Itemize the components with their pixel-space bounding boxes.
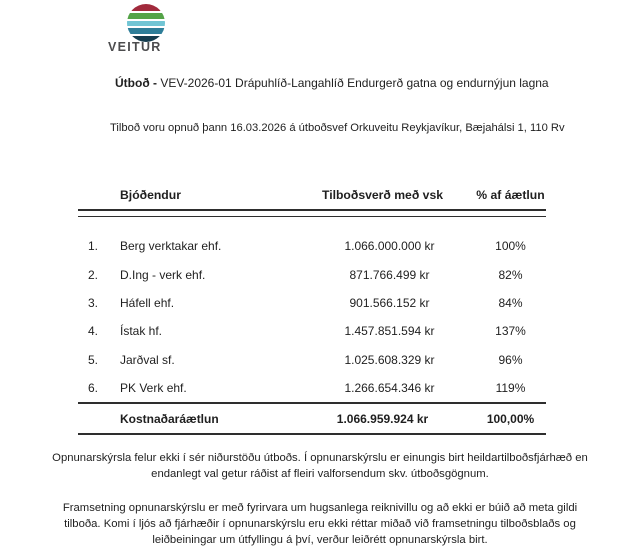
bid-table-row bbox=[78, 374, 546, 402]
bid-percent: 137% bbox=[495, 324, 526, 339]
opening-info-line: Tilboð voru opnuð þann 16.03.2026 á útboðsvef Orkuveitu Reykjavíkur, Bæjahálsi 1, 110 Rv bbox=[110, 122, 565, 134]
document-title-text: VEV-2026-01 Drápuhlíð-Langahlíð Endurgerð gatna og endurnýjun lagna bbox=[156, 76, 549, 90]
bid-table-row bbox=[78, 317, 546, 345]
bid-table-row bbox=[78, 289, 546, 317]
row-number: 2. bbox=[88, 267, 99, 282]
bidder-name: Jarðval sf. bbox=[120, 352, 175, 367]
row-number: 3. bbox=[88, 295, 99, 310]
table-bottom-rule bbox=[78, 433, 546, 435]
disclaimer-2-line-1: Framsetning opnunarskýrslu er með fyrirvara um hugsanlega reiknivillu og að ekki er búið að meta gildi bbox=[62, 502, 578, 514]
row-number: 6. bbox=[88, 381, 99, 396]
disclaimer-2-line-3: leiðbeiningar um útfyllingu á því, verður leiðrétt opnunarskýrsla birt. bbox=[152, 534, 488, 547]
veitur-logo-icon bbox=[127, 4, 165, 42]
bid-amount: 1.066.000.000 kr bbox=[344, 239, 435, 254]
bid-table-row bbox=[78, 260, 546, 288]
disclaimer-2-line-2: tilboða. Komi í ljós að fjárhæðir í opnunarskýrslu eru ekki réttar miðað við framsetningu tilboðsblaðs og bbox=[64, 518, 576, 531]
header-cell-percent-of-estimate: % af áætlun bbox=[476, 188, 545, 202]
total-cell-label: Kostnaðaráætlun bbox=[120, 411, 219, 426]
bid-amount: 1.266.654.346 kr bbox=[344, 381, 435, 396]
veitur-wordmark: VEITUR bbox=[108, 40, 162, 54]
bid-table-row bbox=[78, 346, 546, 374]
bidder-name: PK Verk ehf. bbox=[120, 381, 187, 396]
disclaimer-1-line-2: endanlegt val getur ráðist af fleiri valforsendum skv. útboðsgögnum. bbox=[151, 468, 489, 481]
bidder-name: D.Ing - verk ehf. bbox=[120, 267, 206, 282]
total-cell-amount: 1.066.959.924 kr bbox=[336, 411, 429, 426]
disclaimer-paragraph-1 bbox=[0, 450, 640, 482]
header-cell-bidders: Bjóðendur bbox=[120, 188, 181, 202]
bid-percent: 119% bbox=[495, 381, 526, 396]
bidder-name: Berg verktakar ehf. bbox=[120, 239, 222, 254]
document-title-label: Útboð - bbox=[115, 76, 157, 90]
bidder-name: Háfell ehf. bbox=[120, 295, 175, 310]
bid-table-row bbox=[78, 232, 546, 260]
disclaimer-paragraph-2 bbox=[0, 500, 640, 549]
bid-amount: 901.566.152 kr bbox=[349, 295, 430, 310]
row-number: 5. bbox=[88, 352, 99, 367]
header-double-rule bbox=[78, 209, 546, 217]
row-number: 4. bbox=[88, 324, 99, 339]
header-cell-bid-price: Tilboðsverð með vsk bbox=[321, 188, 444, 202]
disclaimer-1-line-1: Opnunarskýrsla felur ekki í sér niðurstöðu útboðs. Í opnunarskýrslu er einungis birt heildartilboðsfjárhæð en bbox=[52, 452, 588, 464]
bid-table bbox=[78, 188, 546, 435]
table-header-row bbox=[78, 188, 546, 209]
row-number: 1. bbox=[88, 239, 99, 254]
total-cell-percent: 100,00% bbox=[486, 411, 535, 426]
bid-percent: 82% bbox=[498, 267, 523, 282]
bid-percent: 100% bbox=[495, 239, 526, 254]
bid-percent: 96% bbox=[498, 352, 523, 367]
bidder-name: Ístak hf. bbox=[120, 324, 163, 339]
bid-amount: 1.025.608.329 kr bbox=[344, 352, 435, 367]
document-title bbox=[115, 76, 549, 90]
bid-amount: 871.766.499 kr bbox=[349, 267, 430, 282]
table-body bbox=[78, 232, 546, 402]
bid-percent: 84% bbox=[498, 295, 523, 310]
bid-amount: 1.457.851.594 kr bbox=[344, 324, 435, 339]
cost-estimate-row bbox=[78, 404, 546, 433]
